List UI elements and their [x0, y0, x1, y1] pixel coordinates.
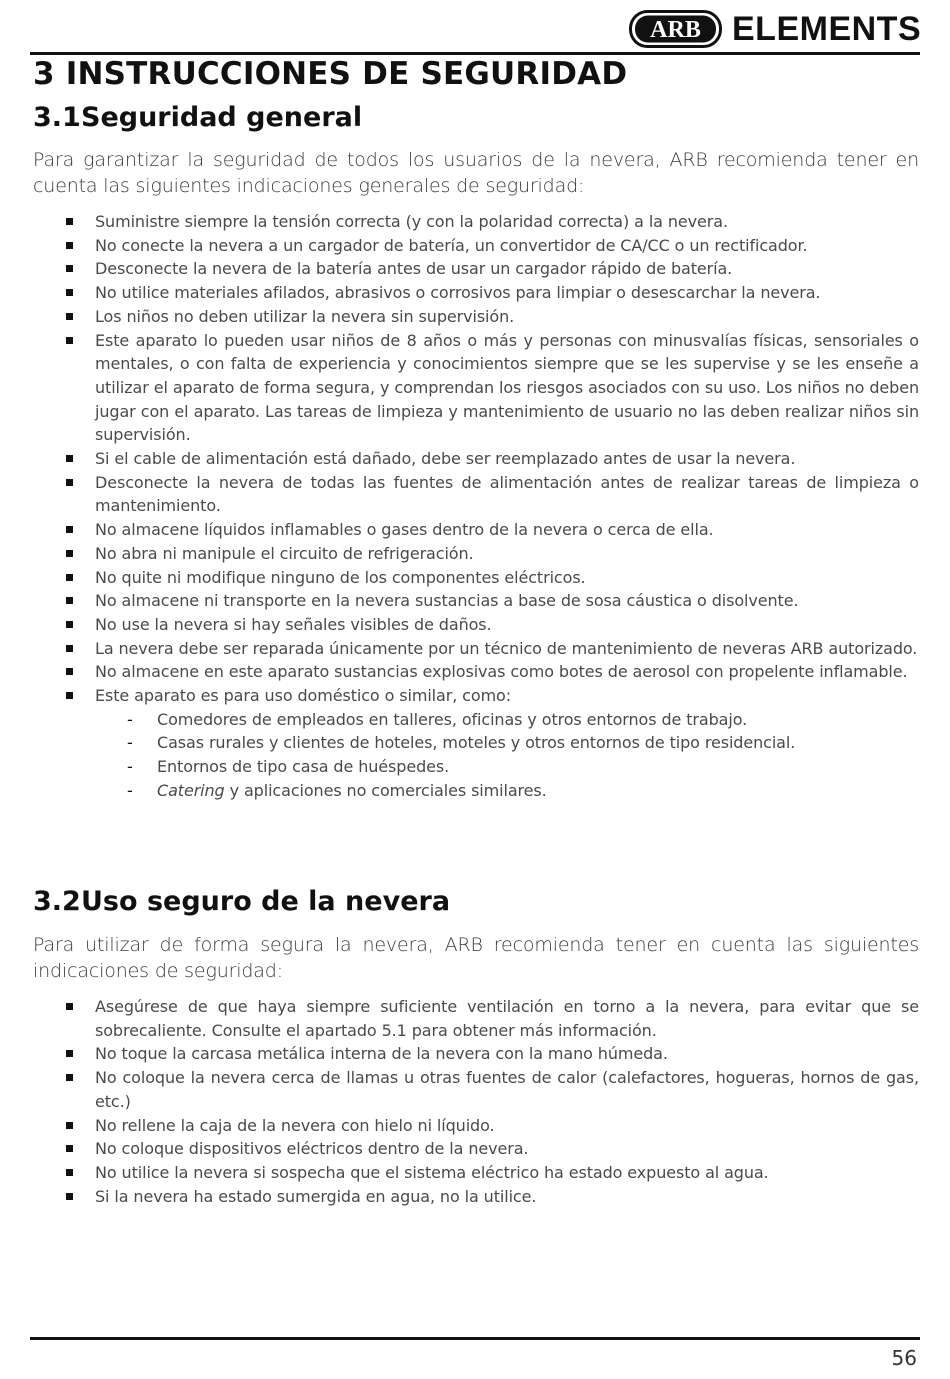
bullet-icon [66, 242, 73, 249]
bullet-icon [66, 550, 73, 557]
section-title: Seguridad general [81, 102, 363, 133]
section-intro: Para utilizar de forma segura la nevera, ARB recomienda tener en cuenta las siguientes indicaciones de seguridad: [33, 934, 919, 982]
safety-list-safe-use [33, 995, 919, 1208]
sublist-item: - Comedores de empleados en talleres, oficinas y otros entornos de trabajo. [33, 708, 919, 732]
bullet-icon [66, 574, 73, 581]
list-item: No utilice la nevera si sospecha que el sistema eléctrico ha estado expuesto al agua. [33, 1161, 919, 1185]
dash-icon: - [127, 709, 133, 729]
safety-list-general [33, 210, 919, 803]
section-heading-safe-use [33, 885, 450, 919]
list-item: No rellene la caja de la nevera con hielo ni líquido. [33, 1114, 919, 1138]
bullet-icon [66, 1145, 73, 1152]
list-item: No coloque la nevera cerca de llamas u otras fuentes de calor (calefactores, hogueras, hornos de gas, etc.) [33, 1066, 919, 1113]
page-header [0, 0, 950, 60]
dash-icon: - [127, 780, 133, 800]
bullet-icon [66, 526, 73, 533]
bullet-icon [66, 597, 73, 604]
footer-rule [30, 1337, 920, 1340]
bullet-icon [66, 218, 73, 225]
sublist-item: - Catering y aplicaciones no comerciales similares. [33, 779, 919, 803]
section-heading-general [33, 101, 362, 135]
section-title: Uso seguro de la nevera [81, 886, 451, 917]
section-number: 3.2 [33, 886, 81, 917]
bullet-icon [66, 289, 73, 296]
list-item: No quite ni modifique ninguno de los componentes eléctricos. [33, 566, 919, 590]
bullet-icon [66, 621, 73, 628]
bullet-icon [66, 479, 73, 486]
section-intro: Para garantizar la seguridad de todos los usuarios de la nevera, ARB recomienda tener en cuenta las siguientes indicaciones generales de seguridad: [33, 149, 919, 197]
section-number: 3.1 [33, 102, 81, 133]
list-item: Asegúrese de que haya siempre suficiente ventilación en torno a la nevera, para evitar que se sobrecaliente. Consulte el apartado 5.1 para obtener más información. [33, 995, 919, 1042]
list-item: Desconecte la nevera de la batería antes de usar un cargador rápido de batería. [33, 257, 919, 281]
list-item: Este aparato es para uso doméstico o similar, como: [33, 684, 919, 708]
sublist-item: - Casas rurales y clientes de hoteles, moteles y otros entornos de tipo residencial. [33, 731, 919, 755]
list-item: Si el cable de alimentación está dañado, debe ser reemplazado antes de usar la nevera. [33, 447, 919, 471]
bullet-icon [66, 1169, 73, 1176]
list-item: Si la nevera ha estado sumergida en agua, no la utilice. [33, 1185, 919, 1209]
dash-icon: - [127, 733, 133, 753]
list-item: No coloque dispositivos eléctricos dentro de la nevera. [33, 1137, 919, 1161]
sublist [33, 708, 919, 803]
list-item: No utilice materiales afilados, abrasivos o corrosivos para limpiar o desescarchar la nevera. [33, 281, 919, 305]
page-number: 56 [891, 1346, 917, 1370]
bullet-icon [66, 1003, 73, 1010]
list-item: No almacene ni transporte en la nevera sustancias a base de sosa cáustica o disolvente. [33, 589, 919, 613]
bullet-icon [66, 265, 73, 272]
arb-logo [629, 10, 722, 48]
bullet-icon [66, 1050, 73, 1057]
bullet-icon [66, 337, 73, 344]
list-item: La nevera debe ser reparada únicamente por un técnico de mantenimiento de neveras ARB autorizado. [33, 637, 919, 661]
list-item: No toque la carcasa metálica interna de la nevera con la mano húmeda. [33, 1042, 919, 1066]
list-item: No abra ni manipule el circuito de refrigeración. [33, 542, 919, 566]
list-item: No almacene en este aparato sustancias explosivas como botes de aerosol con propelente inflamable. [33, 660, 919, 684]
bullet-icon [66, 692, 73, 699]
list-item: No almacene líquidos inflamables o gases dentro de la nevera o cerca de ella. [33, 518, 919, 542]
list-item: Los niños no deben utilizar la nevera sin supervisión. [33, 305, 919, 329]
list-item: Suministre siempre la tensión correcta (y con la polaridad correcta) a la nevera. [33, 210, 919, 234]
svg-text:ARB: ARB [650, 17, 701, 43]
list-item: Este aparato lo pueden usar niños de 8 años o más y personas con minusvalías físicas, sensoriales o mentales, o con falta de experiencia y conocimientos siempre que se les supervise y se les enseñe a utilizar el aparato de forma segura, y comprendan los riesgos asociados con su uso. Los niños no deben jugar con el aparato. Las tareas de limpieza y mantenimiento de usuario no las deben realizar niños sin supervisión. [33, 329, 919, 448]
bullet-icon [66, 668, 73, 675]
sublist-item: - Entornos de tipo casa de huéspedes. [33, 755, 919, 779]
bullet-icon [66, 455, 73, 462]
bullet-icon [66, 1074, 73, 1081]
bullet-icon [66, 313, 73, 320]
list-item: Desconecte la nevera de todas las fuentes de alimentación antes de realizar tareas de limpieza o mantenimiento. [33, 471, 919, 518]
sublist-container [33, 708, 919, 803]
chapter-title: 3 INSTRUCCIONES DE SEGURIDAD [33, 56, 628, 92]
dash-icon: - [127, 757, 133, 777]
list-item: No use la nevera si hay señales visibles de daños. [33, 613, 919, 637]
list-item: No conecte la nevera a un cargador de batería, un convertidor de CA/CC o un rectificador. [33, 234, 919, 258]
bullet-icon [66, 1122, 73, 1129]
brand-word: ELEMENTS [732, 10, 922, 48]
bullet-icon [66, 1193, 73, 1200]
bullet-icon [66, 645, 73, 652]
